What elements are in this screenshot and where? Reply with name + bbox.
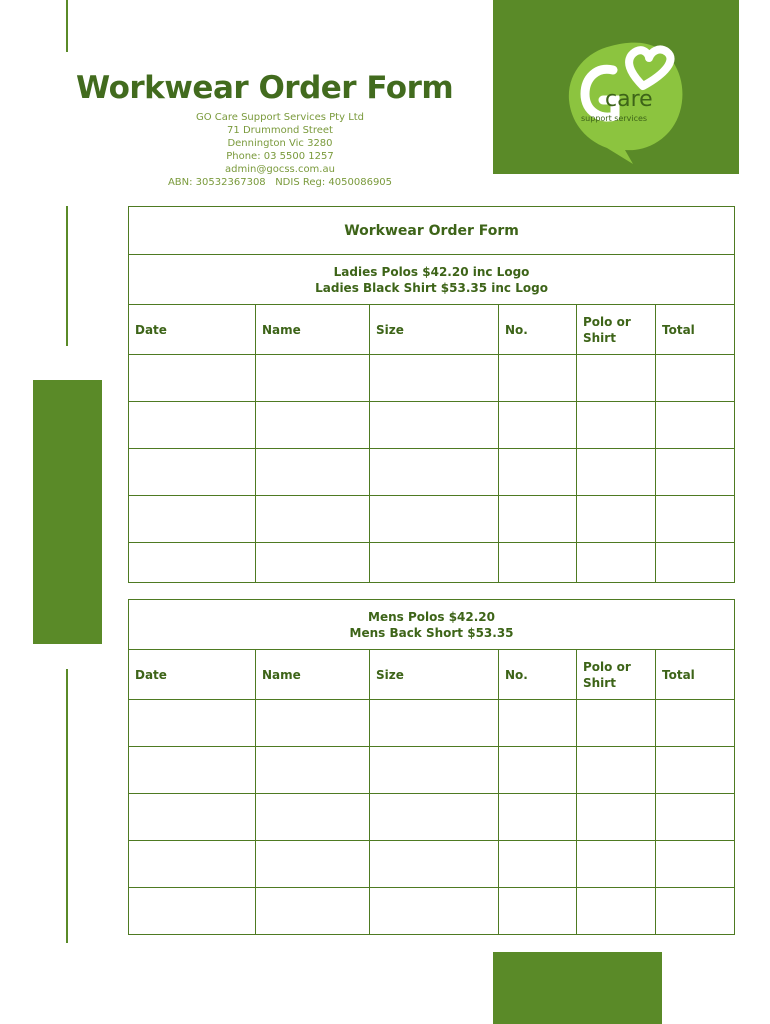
no-cell[interactable] xyxy=(499,888,577,935)
no-cell[interactable] xyxy=(499,841,577,888)
go-care-logo xyxy=(493,0,739,174)
name-cell[interactable] xyxy=(256,449,370,496)
polo-or-shirt-cell[interactable] xyxy=(577,402,656,449)
polo-or-shirt-cell[interactable] xyxy=(577,355,656,402)
size-cell[interactable] xyxy=(370,841,499,888)
column-header-name: Name xyxy=(256,305,370,355)
column-header-polo-or-shirt: Polo or Shirt xyxy=(577,305,656,355)
size-cell[interactable] xyxy=(370,355,499,402)
column-header-no: No. xyxy=(499,650,577,700)
column-header-date: Date xyxy=(129,650,256,700)
table-row xyxy=(129,841,735,888)
ladies-order-table xyxy=(128,206,735,583)
total-cell[interactable] xyxy=(656,794,735,841)
logo-panel xyxy=(493,0,739,174)
size-cell[interactable] xyxy=(370,402,499,449)
total-cell[interactable] xyxy=(656,355,735,402)
mens-header-row xyxy=(129,650,735,700)
table-row xyxy=(129,888,735,935)
name-cell[interactable] xyxy=(256,543,370,583)
date-cell[interactable] xyxy=(129,888,256,935)
logo-care-text: care xyxy=(605,87,653,112)
column-header-date: Date xyxy=(129,305,256,355)
date-cell[interactable] xyxy=(129,794,256,841)
size-cell[interactable] xyxy=(370,888,499,935)
total-cell[interactable] xyxy=(656,449,735,496)
no-cell[interactable] xyxy=(499,355,577,402)
total-cell[interactable] xyxy=(656,888,735,935)
column-header-size: Size xyxy=(370,305,499,355)
size-cell[interactable] xyxy=(370,496,499,543)
name-cell[interactable] xyxy=(256,841,370,888)
table-row xyxy=(129,700,735,747)
column-header-total: Total xyxy=(656,305,735,355)
phone: Phone: 03 5500 1257 xyxy=(226,151,334,162)
column-header-no: No. xyxy=(499,305,577,355)
no-cell[interactable] xyxy=(499,496,577,543)
no-cell[interactable] xyxy=(499,794,577,841)
table-row xyxy=(129,543,735,583)
suburb: Dennington Vic 3280 xyxy=(227,138,333,149)
page-title: Workwear Order Form xyxy=(76,70,454,106)
total-cell[interactable] xyxy=(656,700,735,747)
column-header-polo-or-shirt: Polo or Shirt xyxy=(577,650,656,700)
company-name: GO Care Support Services Pty Ltd xyxy=(195,112,365,123)
mens-short-price: Mens Back Short $53.35 xyxy=(349,625,514,640)
date-cell[interactable] xyxy=(129,700,256,747)
size-cell[interactable] xyxy=(370,449,499,496)
ladies-polo-price: Ladies Polos $42.20 inc Logo xyxy=(333,264,530,279)
polo-or-shirt-cell[interactable] xyxy=(577,841,656,888)
size-cell[interactable] xyxy=(370,543,499,583)
company-address xyxy=(160,111,400,189)
date-cell[interactable] xyxy=(129,449,256,496)
decorative-line-bottom xyxy=(66,669,68,943)
no-cell[interactable] xyxy=(499,747,577,794)
name-cell[interactable] xyxy=(256,888,370,935)
polo-or-shirt-cell[interactable] xyxy=(577,543,656,583)
mens-table-prices xyxy=(129,600,735,650)
polo-or-shirt-cell[interactable] xyxy=(577,794,656,841)
polo-or-shirt-cell[interactable] xyxy=(577,449,656,496)
total-cell[interactable] xyxy=(656,496,735,543)
table-row xyxy=(129,402,735,449)
date-cell[interactable] xyxy=(129,543,256,583)
abn-ndis: ABN: 30532367308 NDIS Reg: 4050086905 xyxy=(167,177,393,188)
date-cell[interactable] xyxy=(129,841,256,888)
total-cell[interactable] xyxy=(656,841,735,888)
name-cell[interactable] xyxy=(256,496,370,543)
name-cell[interactable] xyxy=(256,700,370,747)
email: admin@gocss.com.au xyxy=(225,164,335,175)
name-cell[interactable] xyxy=(256,747,370,794)
polo-or-shirt-cell[interactable] xyxy=(577,888,656,935)
decorative-bottom-block xyxy=(493,952,662,1024)
table-row xyxy=(129,794,735,841)
street-address: 71 Drummond Street xyxy=(227,125,333,136)
no-cell[interactable] xyxy=(499,700,577,747)
no-cell[interactable] xyxy=(499,402,577,449)
mens-polo-price: Mens Polos $42.20 xyxy=(368,609,495,624)
ladies-table-title: Workwear Order Form xyxy=(129,207,735,255)
ladies-shirt-price: Ladies Black Shirt $53.35 inc Logo xyxy=(315,280,548,295)
size-cell[interactable] xyxy=(370,794,499,841)
column-header-total: Total xyxy=(656,650,735,700)
polo-or-shirt-cell[interactable] xyxy=(577,747,656,794)
polo-or-shirt-cell[interactable] xyxy=(577,496,656,543)
date-cell[interactable] xyxy=(129,747,256,794)
column-header-size: Size xyxy=(370,650,499,700)
decorative-side-block xyxy=(33,380,102,644)
mens-order-table xyxy=(128,599,735,935)
ladies-header-row xyxy=(129,305,735,355)
date-cell[interactable] xyxy=(129,402,256,449)
no-cell[interactable] xyxy=(499,543,577,583)
total-cell[interactable] xyxy=(656,402,735,449)
total-cell[interactable] xyxy=(656,747,735,794)
date-cell[interactable] xyxy=(129,496,256,543)
no-cell[interactable] xyxy=(499,449,577,496)
column-header-name: Name xyxy=(256,650,370,700)
table-row xyxy=(129,747,735,794)
logo-tagline: support services xyxy=(581,114,648,123)
name-cell[interactable] xyxy=(256,402,370,449)
decorative-line-top xyxy=(66,0,68,52)
table-row xyxy=(129,449,735,496)
total-cell[interactable] xyxy=(656,543,735,583)
decorative-line-middle xyxy=(66,206,68,346)
table-row xyxy=(129,496,735,543)
ladies-table-prices xyxy=(129,255,735,305)
name-cell[interactable] xyxy=(256,355,370,402)
size-cell[interactable] xyxy=(370,700,499,747)
table-row xyxy=(129,355,735,402)
name-cell[interactable] xyxy=(256,794,370,841)
size-cell[interactable] xyxy=(370,747,499,794)
polo-or-shirt-cell[interactable] xyxy=(577,700,656,747)
date-cell[interactable] xyxy=(129,355,256,402)
